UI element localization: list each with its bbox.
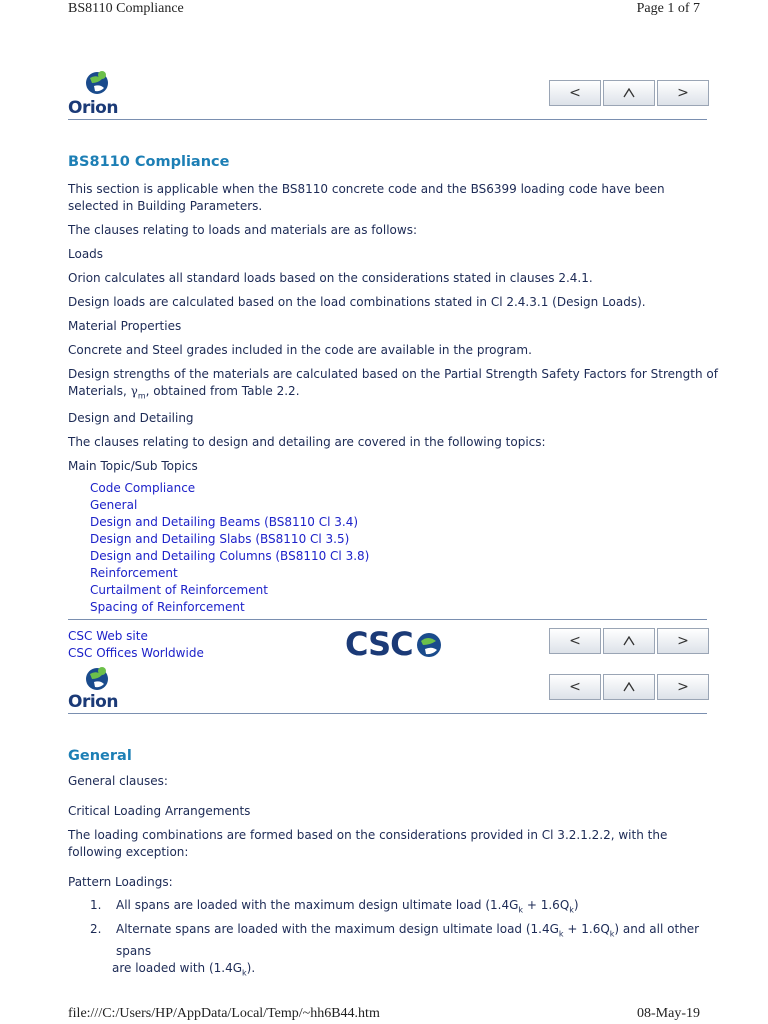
clauses-intro: The clauses relating to loads and materials are as follows: bbox=[68, 223, 417, 237]
critical-heading: Critical Loading Arrangements bbox=[68, 804, 251, 818]
up-chevron-icon bbox=[623, 636, 635, 646]
material-text-1: Concrete and Steel grades included in the code are available in the program. bbox=[68, 343, 532, 357]
up-button[interactable] bbox=[603, 628, 655, 654]
footer-links bbox=[68, 628, 204, 662]
csc-logo-text: CSC bbox=[345, 625, 413, 663]
orion-logo bbox=[68, 666, 128, 716]
next-button[interactable]: > bbox=[657, 80, 709, 106]
topic-link[interactable]: Design and Detailing Slabs (BS8110 Cl 3.5) bbox=[90, 532, 350, 547]
intro-text: This section is applicable when the BS8110 concrete code and the BS6399 loading code have been selected in Building Parameters. bbox=[68, 182, 665, 213]
next-button[interactable]: > bbox=[657, 674, 709, 700]
section2-body bbox=[68, 773, 718, 981]
pattern-item-2: 2. Alternate spans are loaded with the maximum design ultimate load $(1.4G_k + 1.6Q_k)$ and all other spans are loaded with $(1.4G_k)$. bbox=[90, 922, 700, 978]
next-button[interactable]: > bbox=[657, 628, 709, 654]
top-nav bbox=[549, 80, 709, 106]
orion-logo-text: Orion bbox=[68, 98, 118, 118]
topics-heading: Main Topic/Sub Topics bbox=[68, 459, 198, 474]
design-text: The clauses relating to design and detailing are covered in the following topics: bbox=[68, 435, 546, 450]
general-clauses-text: General clauses: bbox=[68, 774, 168, 788]
orion-globe-icon bbox=[82, 68, 112, 98]
topic-link[interactable]: Spacing of Reinforcement bbox=[90, 600, 245, 615]
section-title: BS8110 Compliance bbox=[68, 154, 230, 170]
material-heading: Material Properties bbox=[68, 319, 182, 333]
up-chevron-icon bbox=[623, 682, 635, 692]
orion-logo bbox=[68, 70, 128, 120]
orion-globe-icon bbox=[82, 664, 112, 694]
section2-divider bbox=[68, 713, 707, 714]
section2-nav bbox=[549, 674, 709, 700]
design-heading: Design and Detailing bbox=[68, 411, 194, 426]
pattern-item-1: 1. All spans are loaded with the maximum design ultimate load $(1.4G_k + 1.6Q_k)$ bbox=[90, 898, 579, 915]
topic-link[interactable]: General bbox=[90, 498, 138, 513]
footer-divider bbox=[68, 619, 707, 620]
section2-title: General bbox=[68, 748, 132, 764]
footer-nav bbox=[549, 628, 709, 654]
prev-button[interactable]: < bbox=[549, 628, 601, 654]
prev-button[interactable]: < bbox=[549, 674, 601, 700]
up-button[interactable] bbox=[603, 674, 655, 700]
prev-button[interactable]: < bbox=[549, 80, 601, 106]
section1-body bbox=[68, 181, 718, 616]
pattern-heading: Pattern Loadings: bbox=[68, 875, 173, 889]
csc-globe-icon bbox=[414, 629, 444, 659]
material-text-2: Design strengths of the materials are calculated based on the Partial Strength Safety Factors for Strength of Materials, $\gamma_m$, obtained from Table 2.2. bbox=[68, 367, 718, 401]
print-footer-path: file:///C:/Users/HP/AppData/Local/Temp/~hh6B44.htm bbox=[68, 1006, 380, 1021]
topic-link[interactable]: Design and Detailing Columns (BS8110 Cl 3.8) bbox=[90, 549, 370, 564]
print-footer-date: 08-May-19 bbox=[637, 1006, 700, 1021]
up-button[interactable] bbox=[603, 80, 655, 106]
csc-offices-link[interactable]: CSC Offices Worldwide bbox=[68, 646, 204, 660]
loads-heading: Loads bbox=[68, 247, 104, 261]
gamma-symbol: γ bbox=[130, 384, 138, 398]
top-divider bbox=[68, 119, 707, 120]
topic-link[interactable]: Design and Detailing Beams (BS8110 Cl 3.4) bbox=[90, 515, 359, 530]
loads-text-1: Orion calculates all standard loads based on the considerations stated in clauses 2.4.1. bbox=[68, 271, 593, 285]
print-header-page: Page 1 of 7 bbox=[636, 1, 700, 16]
print-header-title: BS8110 Compliance bbox=[68, 1, 184, 16]
critical-text: The loading combinations are formed based on the considerations provided in Cl 3.2.1.2.2, with the following exception: bbox=[68, 828, 668, 859]
csc-logo bbox=[345, 625, 444, 663]
topic-link[interactable]: Code Compliance bbox=[90, 481, 196, 496]
orion-logo-text: Orion bbox=[68, 692, 118, 712]
topics-list bbox=[90, 480, 718, 616]
loads-text-2: Design loads are calculated based on the load combinations stated in Cl 2.4.3.1 (Design Loads). bbox=[68, 295, 646, 309]
topic-link[interactable]: Reinforcement bbox=[90, 566, 178, 581]
csc-website-link[interactable]: CSC Web site bbox=[68, 629, 148, 643]
topic-link[interactable]: Curtailment of Reinforcement bbox=[90, 583, 268, 598]
up-chevron-icon bbox=[623, 88, 635, 98]
